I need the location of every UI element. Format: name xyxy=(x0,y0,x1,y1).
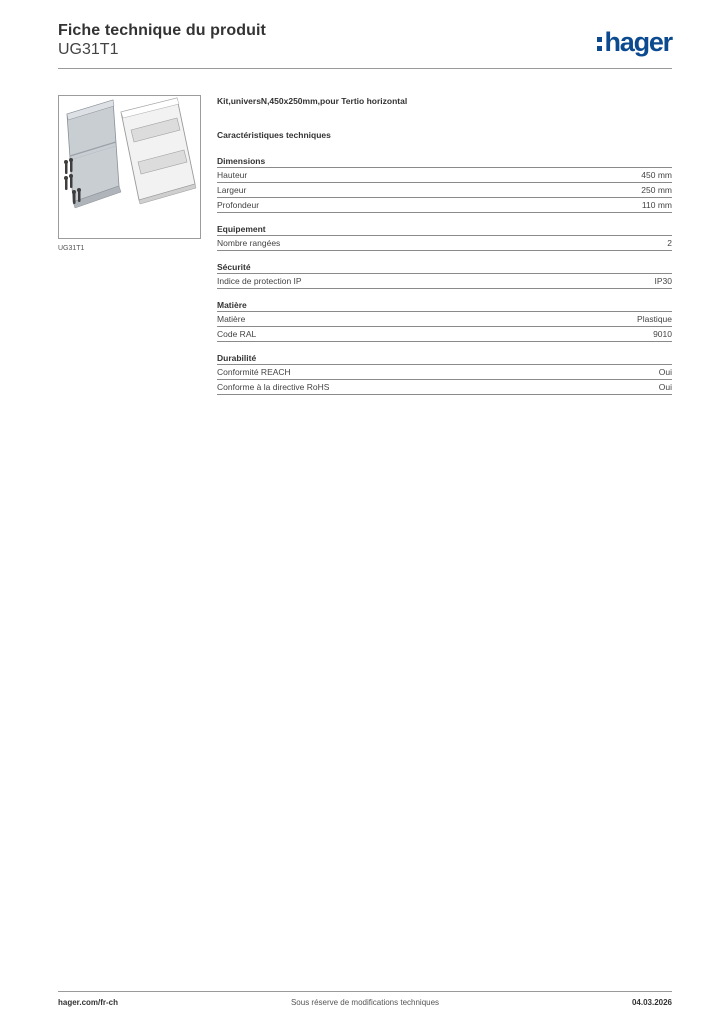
spec-label: Profondeur xyxy=(217,200,260,210)
spec-group-dimensions xyxy=(217,155,672,213)
spec-group-title: Dimensions xyxy=(217,155,672,168)
spec-label: Matière xyxy=(217,314,246,324)
spec-row xyxy=(217,274,672,289)
spec-label: Hauteur xyxy=(217,170,248,180)
spec-value: Plastique xyxy=(637,314,672,324)
spec-label: Nombre rangées xyxy=(217,238,281,248)
footer-website-link[interactable]: hager.com/fr-ch xyxy=(58,998,119,1007)
spec-label: Conformité REACH xyxy=(217,367,291,377)
logo-colon-icon xyxy=(597,37,602,51)
specs-heading: Caractéristiques techniques xyxy=(217,130,331,140)
spec-value: Oui xyxy=(658,367,672,377)
product-reference: UG31T1 xyxy=(58,41,119,58)
spec-group-title: Matière xyxy=(217,299,672,312)
spec-group-title: Equipement xyxy=(217,223,672,236)
spec-value: 2 xyxy=(667,238,672,248)
product-details xyxy=(217,96,672,405)
spec-row xyxy=(217,183,672,198)
footer-disclaimer: Sous réserve de modifications techniques xyxy=(290,998,440,1007)
footer-divider xyxy=(58,991,672,992)
spec-group-equipement xyxy=(217,223,672,251)
spec-row xyxy=(217,380,672,395)
image-caption: UG31T1 xyxy=(58,245,85,252)
spec-row xyxy=(217,327,672,342)
footer-date: 04.03.2026 xyxy=(631,998,672,1007)
spec-row xyxy=(217,198,672,213)
cover-panel-icon xyxy=(121,98,196,204)
spec-label: Code RAL xyxy=(217,329,257,339)
product-description: Kit,universN,450x250mm,pour Tertio horizontal xyxy=(217,96,408,106)
spec-value: Oui xyxy=(658,382,672,392)
spec-label: Conforme à la directive RoHS xyxy=(217,382,330,392)
spec-group-securite xyxy=(217,261,672,289)
spec-value: 450 mm xyxy=(641,170,672,180)
header-divider xyxy=(58,68,672,69)
spec-row xyxy=(217,168,672,183)
spec-row xyxy=(217,312,672,327)
spec-group-matiere xyxy=(217,299,672,342)
spec-value: IP30 xyxy=(654,276,672,286)
spec-row xyxy=(217,365,672,380)
spec-value: 9010 xyxy=(653,329,672,339)
spec-label: Largeur xyxy=(217,185,247,195)
logo-wordmark: hager xyxy=(604,26,672,57)
page-header xyxy=(58,22,672,70)
spec-group-title: Sécurité xyxy=(217,261,672,274)
spec-group-durabilite xyxy=(217,352,672,395)
spec-label: Indice de protection IP xyxy=(217,276,302,286)
product-illustration xyxy=(59,96,200,238)
spec-group-title: Durabilité xyxy=(217,352,672,365)
spec-row xyxy=(217,236,672,251)
product-image xyxy=(58,95,201,239)
hager-logo xyxy=(597,26,672,58)
page-title: Fiche technique du produit xyxy=(58,22,266,39)
spec-value: 110 mm xyxy=(641,200,672,210)
spec-value: 250 mm xyxy=(641,185,672,195)
